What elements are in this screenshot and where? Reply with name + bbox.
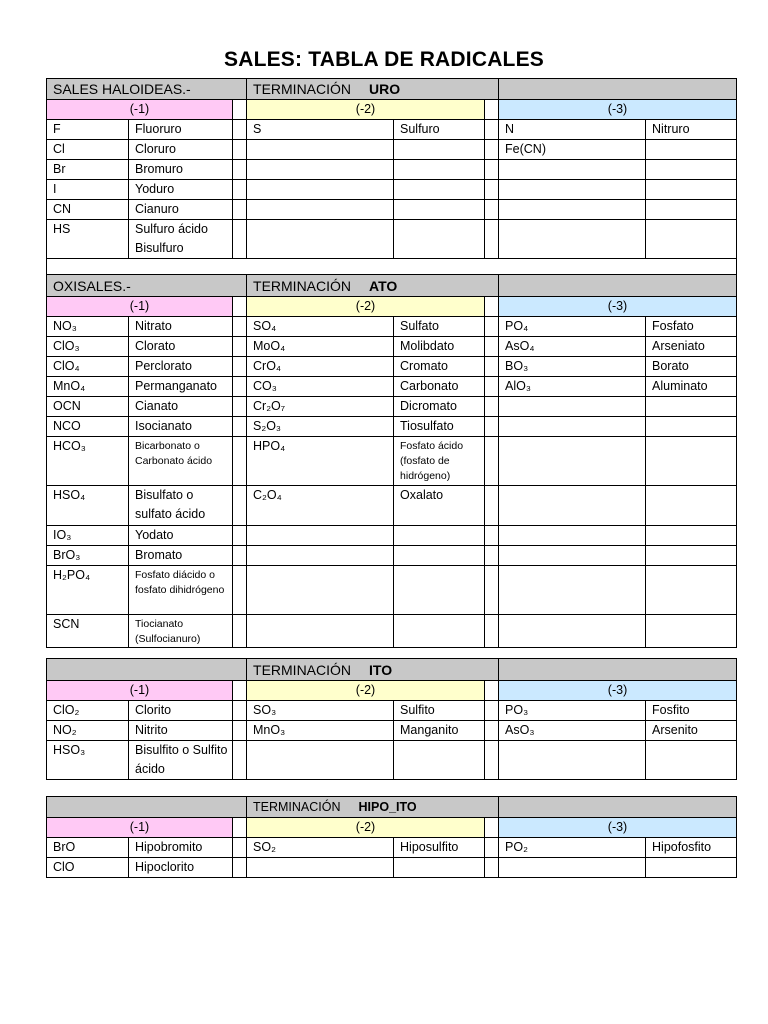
name-cell (394, 546, 485, 566)
name-cell (394, 858, 485, 878)
formula-cell: C₂O₄ (247, 486, 394, 526)
column-gap (233, 566, 247, 615)
charge-header-1: (-1) (47, 681, 233, 701)
charge-header-1: (-1) (47, 818, 233, 838)
column-gap (233, 397, 247, 417)
column-gap (485, 566, 499, 615)
charge-header-3: (-3) (499, 818, 737, 838)
name-cell: Fosfato diácido o fosfato dihidrógeno (129, 566, 233, 615)
termination-word: URO (369, 81, 401, 97)
formula-cell: N (499, 120, 646, 140)
formula-cell: ClO (47, 858, 129, 878)
charge-header-2: (-2) (247, 100, 485, 120)
column-gap (233, 526, 247, 546)
formula-cell: BrO (47, 838, 129, 858)
formula-cell: S (247, 120, 394, 140)
column-gap (485, 180, 499, 200)
table-row (47, 417, 737, 437)
formula-cell: ClO₄ (47, 357, 129, 377)
name-cell: Borato (646, 357, 737, 377)
formula-cell: HS (47, 220, 129, 259)
formula-cell: S₂O₃ (247, 417, 394, 437)
ito-table (46, 658, 737, 780)
name-cell (394, 220, 485, 259)
column-gap (233, 417, 247, 437)
formula-cell: MoO₄ (247, 337, 394, 357)
formula-cell: Cl (47, 140, 129, 160)
column-gap (233, 297, 247, 317)
column-gap (233, 437, 247, 486)
column-gap (233, 120, 247, 140)
name-cell: Bisulfato o sulfato ácido (129, 486, 233, 526)
column-gap (485, 526, 499, 546)
formula-cell (499, 160, 646, 180)
name-cell (646, 140, 737, 160)
ito-header-row (47, 659, 737, 681)
table-row (47, 317, 737, 337)
table-row (47, 397, 737, 417)
formula-cell: CN (47, 200, 129, 220)
column-gap (485, 546, 499, 566)
column-gap (485, 317, 499, 337)
formula-cell: BO₃ (499, 357, 646, 377)
table-row (47, 546, 737, 566)
column-gap (485, 615, 499, 648)
header-blank (499, 79, 737, 100)
name-cell (646, 526, 737, 546)
name-cell: Cloruro (129, 140, 233, 160)
column-gap (485, 337, 499, 357)
name-cell: Isocianato (129, 417, 233, 437)
separator-row (47, 259, 737, 276)
name-cell: Carbonato (394, 377, 485, 397)
name-cell: Cianuro (129, 200, 233, 220)
termination-text: TERMINACIÓN (253, 800, 341, 814)
column-gap (233, 160, 247, 180)
name-cell: Hipoclorito (129, 858, 233, 878)
charge-header-1: (-1) (47, 100, 233, 120)
formula-cell: OCN (47, 397, 129, 417)
formula-cell (499, 397, 646, 417)
formula-cell (247, 160, 394, 180)
name-cell: Hipofosfito (646, 838, 737, 858)
table-row (47, 377, 737, 397)
oxisales-table (46, 274, 737, 648)
formula-cell: PO₂ (499, 838, 646, 858)
table-row (47, 526, 737, 546)
name-cell: Tiocianato (Sulfocianuro) (129, 615, 233, 648)
oxisales-header-row (47, 275, 737, 297)
column-gap (233, 200, 247, 220)
formula-cell: H₂PO₄ (47, 566, 129, 615)
name-cell: Aluminato (646, 377, 737, 397)
formula-cell (499, 566, 646, 615)
name-cell (394, 160, 485, 180)
name-cell: Tiosulfato (394, 417, 485, 437)
termination-text: TERMINACIÓN (253, 277, 352, 294)
termination-text: TERMINACIÓN (253, 81, 352, 97)
name-cell: Clorato (129, 337, 233, 357)
name-cell (646, 615, 737, 648)
name-cell: Bromato (129, 546, 233, 566)
name-cell (646, 397, 737, 417)
termination-word: ATO (369, 277, 398, 294)
name-cell: Bromuro (129, 160, 233, 180)
column-gap (233, 100, 247, 120)
formula-cell: SCN (47, 615, 129, 648)
name-cell (646, 417, 737, 437)
name-cell (646, 486, 737, 526)
formula-cell: ClO₂ (47, 701, 129, 721)
table-row (47, 180, 737, 200)
name-cell: Nitrato (129, 317, 233, 337)
formula-cell: MnO₃ (247, 721, 394, 741)
column-gap (485, 721, 499, 741)
table-row (47, 437, 737, 486)
column-gap (233, 337, 247, 357)
formula-cell: NO₂ (47, 721, 129, 741)
termination-word: ITO (369, 661, 393, 678)
charge-header-3: (-3) (499, 297, 737, 317)
name-cell: Manganito (394, 721, 485, 741)
column-gap (233, 377, 247, 397)
formula-cell (499, 615, 646, 648)
name-cell (646, 200, 737, 220)
column-gap (233, 486, 247, 526)
name-cell (646, 437, 737, 486)
formula-cell: Br (47, 160, 129, 180)
formula-cell: HSO₄ (47, 486, 129, 526)
termination-label (247, 797, 499, 818)
column-gap (233, 838, 247, 858)
section-label: SALES HALOIDEAS.- (47, 79, 247, 100)
name-cell: Nitruro (646, 120, 737, 140)
formula-cell: ClO₃ (47, 337, 129, 357)
formula-cell (499, 437, 646, 486)
name-cell: Sulfuro ácido Bisulfuro (129, 220, 233, 259)
column-gap (485, 818, 499, 838)
header-blank (499, 797, 737, 818)
column-gap (233, 317, 247, 337)
formula-cell (499, 546, 646, 566)
hipo_ito-header-row (47, 797, 737, 818)
formula-cell: SO₃ (247, 701, 394, 721)
table-row (47, 357, 737, 377)
formula-cell: AlO₃ (499, 377, 646, 397)
name-cell: Fosfato ácido (fosfato de hidrógeno) (394, 437, 485, 486)
name-cell: Clorito (129, 701, 233, 721)
formula-cell (499, 741, 646, 780)
formula-cell: HPO₄ (247, 437, 394, 486)
table-row (47, 721, 737, 741)
name-cell: Fluoruro (129, 120, 233, 140)
column-gap (485, 838, 499, 858)
column-gap (485, 100, 499, 120)
column-gap (485, 120, 499, 140)
column-gap (485, 220, 499, 259)
charge-header-2: (-2) (247, 297, 485, 317)
header-blank (499, 275, 737, 297)
formula-cell (247, 615, 394, 648)
column-gap (485, 701, 499, 721)
name-cell: Perclorato (129, 357, 233, 377)
name-cell (646, 180, 737, 200)
name-cell (646, 220, 737, 259)
table-row (47, 741, 737, 780)
formula-cell: CrO₄ (247, 357, 394, 377)
name-cell: Nitrito (129, 721, 233, 741)
column-gap (233, 546, 247, 566)
column-gap (233, 721, 247, 741)
table-row (47, 120, 737, 140)
table-row (47, 566, 737, 615)
hipo_ito-charge-row (47, 818, 737, 838)
column-gap (485, 681, 499, 701)
formula-cell: AsO₃ (499, 721, 646, 741)
name-cell: Sulfato (394, 317, 485, 337)
name-cell (646, 858, 737, 878)
name-cell (646, 566, 737, 615)
column-gap (233, 741, 247, 780)
haloideas-table (46, 78, 737, 276)
name-cell: Bicarbonato o Carbonato ácido (129, 437, 233, 486)
formula-cell (247, 858, 394, 878)
formula-cell: F (47, 120, 129, 140)
name-cell (646, 741, 737, 780)
charge-header-2: (-2) (247, 818, 485, 838)
formula-cell: CO₃ (247, 377, 394, 397)
hipo_ito-table (46, 796, 737, 878)
name-cell: Fosfito (646, 701, 737, 721)
name-cell: Arseniato (646, 337, 737, 357)
table-row (47, 615, 737, 648)
name-cell: Yoduro (129, 180, 233, 200)
formula-cell: NCO (47, 417, 129, 437)
formula-cell: I (47, 180, 129, 200)
column-gap (233, 818, 247, 838)
formula-cell: SO₂ (247, 838, 394, 858)
termination-label (247, 275, 499, 297)
haloideas-charge-row (47, 100, 737, 120)
formula-cell (247, 200, 394, 220)
charge-header-2: (-2) (247, 681, 485, 701)
column-gap (485, 437, 499, 486)
name-cell (646, 160, 737, 180)
column-gap (485, 140, 499, 160)
column-gap (233, 615, 247, 648)
formula-cell: MnO₄ (47, 377, 129, 397)
formula-cell (247, 220, 394, 259)
page-title: SALES: TABLA DE RADICALES (224, 48, 544, 71)
name-cell: Cromato (394, 357, 485, 377)
column-gap (485, 357, 499, 377)
column-gap (233, 681, 247, 701)
name-cell: Fosfato (646, 317, 737, 337)
table-row (47, 337, 737, 357)
name-cell (394, 526, 485, 546)
formula-cell (247, 180, 394, 200)
formula-cell (247, 741, 394, 780)
section-label (47, 659, 247, 681)
name-cell (394, 741, 485, 780)
formula-cell: NO₃ (47, 317, 129, 337)
column-gap (485, 160, 499, 180)
section-label: OXISALES.- (47, 275, 247, 297)
table-row (47, 858, 737, 878)
column-gap (485, 417, 499, 437)
name-cell: Dicromato (394, 397, 485, 417)
name-cell: Yodato (129, 526, 233, 546)
termination-word: HIPO_ITO (358, 800, 417, 814)
haloideas-header-row (47, 79, 737, 100)
name-cell: Arsenito (646, 721, 737, 741)
column-gap (485, 377, 499, 397)
column-gap (485, 397, 499, 417)
name-cell: Oxalato (394, 486, 485, 526)
column-gap (485, 741, 499, 780)
name-cell: Cianato (129, 397, 233, 417)
charge-header-3: (-3) (499, 100, 737, 120)
termination-label (247, 659, 499, 681)
termination-label (247, 79, 499, 100)
column-gap (233, 180, 247, 200)
formula-cell: PO₃ (499, 701, 646, 721)
column-gap (233, 357, 247, 377)
header-blank (499, 659, 737, 681)
name-cell: Molibdato (394, 337, 485, 357)
formula-cell: IO₃ (47, 526, 129, 546)
table-row (47, 140, 737, 160)
charge-header-3: (-3) (499, 681, 737, 701)
formula-cell (247, 140, 394, 160)
formula-cell: BrO₃ (47, 546, 129, 566)
column-gap (233, 858, 247, 878)
formula-cell (499, 486, 646, 526)
column-gap (485, 297, 499, 317)
table-row (47, 220, 737, 259)
oxisales-charge-row (47, 297, 737, 317)
formula-cell: HCO₃ (47, 437, 129, 486)
table-row (47, 701, 737, 721)
table-row (47, 838, 737, 858)
termination-text: TERMINACIÓN (253, 661, 352, 678)
name-cell (394, 140, 485, 160)
name-cell: Sulfito (394, 701, 485, 721)
name-cell: Bisulfito o Sulfito ácido (129, 741, 233, 780)
table-row (47, 160, 737, 180)
formula-cell (499, 417, 646, 437)
formula-cell (247, 526, 394, 546)
name-cell (394, 200, 485, 220)
formula-cell: HSO₃ (47, 741, 129, 780)
separator-cell (47, 259, 737, 276)
section-label (47, 797, 247, 818)
formula-cell (499, 180, 646, 200)
table-row (47, 200, 737, 220)
formula-cell: PO₄ (499, 317, 646, 337)
table-row (47, 486, 737, 526)
column-gap (485, 858, 499, 878)
column-gap (485, 486, 499, 526)
formula-cell (247, 546, 394, 566)
formula-cell: SO₄ (247, 317, 394, 337)
name-cell (394, 566, 485, 615)
formula-cell (499, 200, 646, 220)
name-cell (646, 546, 737, 566)
column-gap (485, 200, 499, 220)
formula-cell (499, 220, 646, 259)
name-cell (394, 615, 485, 648)
name-cell: Permanganato (129, 377, 233, 397)
formula-cell: AsO₄ (499, 337, 646, 357)
column-gap (233, 701, 247, 721)
name-cell: Hipobromito (129, 838, 233, 858)
formula-cell (247, 566, 394, 615)
name-cell: Sulfuro (394, 120, 485, 140)
formula-cell (499, 858, 646, 878)
ito-charge-row (47, 681, 737, 701)
name-cell (394, 180, 485, 200)
formula-cell (499, 526, 646, 546)
formula-cell: Cr₂O₇ (247, 397, 394, 417)
charge-header-1: (-1) (47, 297, 233, 317)
formula-cell: Fe(CN) (499, 140, 646, 160)
name-cell: Hiposulfito (394, 838, 485, 858)
column-gap (233, 140, 247, 160)
column-gap (233, 220, 247, 259)
